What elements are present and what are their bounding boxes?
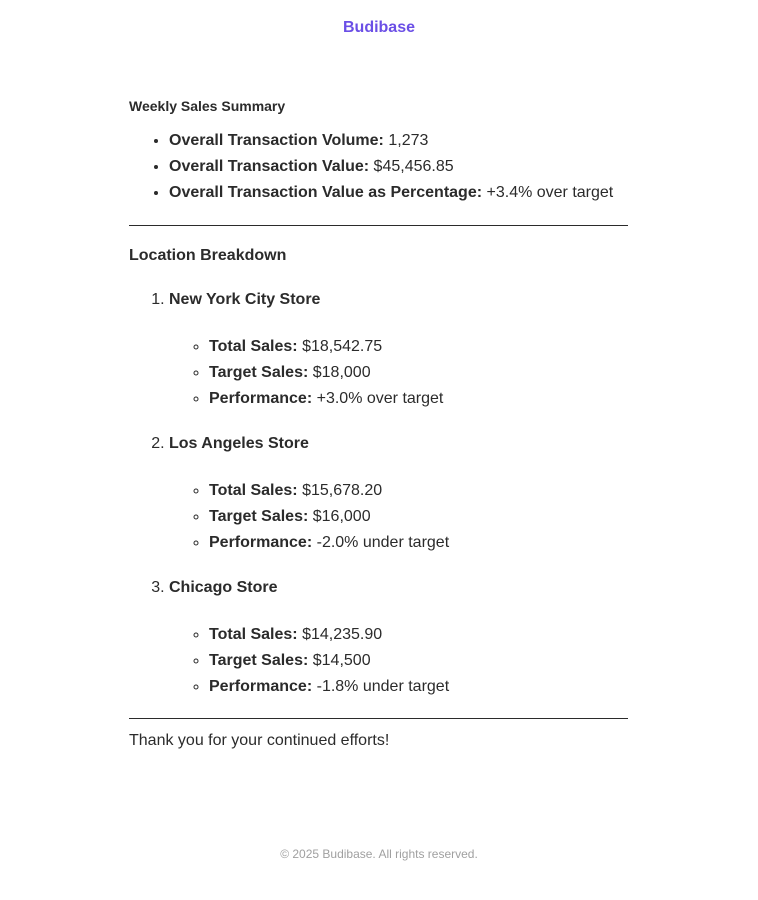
email-content: [129, 97, 628, 751]
summary-item-value: [169, 154, 628, 180]
metric-value: $15,678.20: [302, 482, 383, 499]
metric-label: Total Sales:: [209, 482, 298, 499]
divider: [129, 225, 628, 226]
summary-item-percentage: [169, 180, 628, 206]
summary-label: Overall Transaction Value:: [169, 158, 370, 175]
store-metrics: [169, 478, 628, 556]
metric-performance: [209, 530, 628, 556]
metric-label: Target Sales:: [209, 508, 309, 525]
location-item-la: [169, 434, 628, 556]
location-list: [129, 290, 628, 700]
metric-target-sales: [209, 504, 628, 530]
location-item-chicago: [169, 578, 628, 700]
metric-label: Performance:: [209, 534, 313, 551]
divider: [129, 718, 628, 719]
store-name: 2. Los Angeles Store: [169, 435, 309, 452]
metric-value: $18,542.75: [302, 338, 383, 355]
metric-label: Performance:: [209, 678, 313, 695]
store-name: 3. Chicago Store: [169, 579, 278, 596]
store-metrics: [169, 334, 628, 412]
summary-list: [129, 128, 628, 206]
summary-value: $45,456.85: [373, 158, 454, 175]
metric-label: Total Sales:: [209, 338, 298, 355]
metric-total-sales: [209, 334, 628, 360]
metric-performance: [209, 674, 628, 700]
metric-label: Target Sales:: [209, 652, 309, 669]
brand-link[interactable]: Budibase: [342, 19, 415, 36]
metric-performance: [209, 386, 628, 412]
closing-message: Thank you for your continued efforts!: [129, 732, 390, 749]
metric-value: -2.0% under target: [316, 534, 450, 551]
metric-target-sales: [209, 648, 628, 674]
metric-label: Performance:: [209, 390, 313, 407]
summary-title: Weekly Sales Summary: [129, 98, 286, 114]
location-breakdown-title: Location Breakdown: [129, 247, 287, 264]
metric-value: $14,235.90: [302, 626, 383, 643]
location-item-nyc: [169, 290, 628, 412]
metric-value: +3.0% over target: [316, 390, 444, 407]
summary-item-volume: [169, 128, 628, 154]
metric-value: $18,000: [312, 364, 371, 381]
summary-value: +3.4% over target: [486, 184, 614, 201]
summary-label: Overall Transaction Value as Percentage:: [169, 184, 483, 201]
summary-label: Overall Transaction Volume:: [169, 132, 384, 149]
metric-target-sales: [209, 360, 628, 386]
footer-copyright: © 2025 Budibase. All rights reserved.: [280, 847, 478, 861]
store-metrics: [169, 622, 628, 700]
metric-label: Total Sales:: [209, 626, 298, 643]
summary-value: 1,273: [388, 132, 429, 149]
metric-value: $14,500: [312, 652, 371, 669]
metric-total-sales: [209, 622, 628, 648]
metric-value: -1.8% under target: [316, 678, 450, 695]
metric-total-sales: [209, 478, 628, 504]
store-name: 1. New York City Store: [169, 291, 321, 308]
metric-value: $16,000: [312, 508, 371, 525]
metric-label: Target Sales:: [209, 364, 309, 381]
